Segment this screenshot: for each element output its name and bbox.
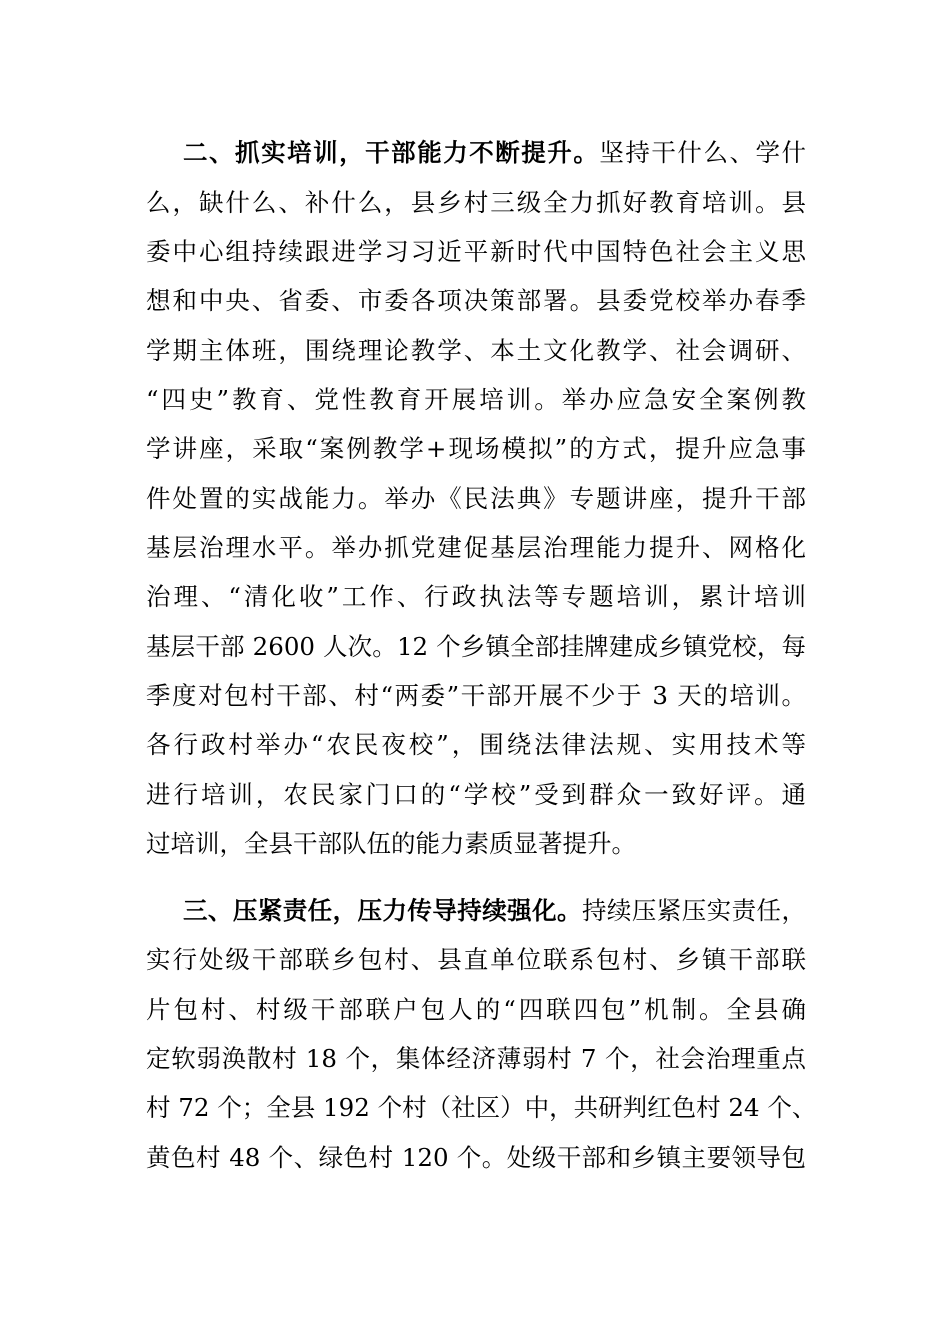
section2-line-10: 基层干部 2600 人次。12 个乡镇全部挂牌建成乡镇党校，每 (146, 632, 806, 661)
section2-line-3: 想和中央、省委、市委各项决策部署。县委党校举办春季 (146, 286, 806, 315)
section2-line-9: 治理、“清化收”工作、行政执法等专题培训，累计培训 (146, 582, 806, 611)
section2-line-8: 基层治理水平。举办抓党建促基层治理能力提升、网格化 (146, 533, 806, 562)
section3-line-0: 持续压紧压实责任， (582, 896, 806, 925)
section2-heading: 二、抓实培训，干部能力不断提升。 (183, 138, 600, 167)
section2-line-0: 坚持干什么、学什 (599, 138, 807, 167)
section2-line-13: 进行培训，农民家门口的“学校”受到群众一致好评。通 (146, 780, 806, 809)
section2-line-7: 件处置的实战能力。举办《民法典》专题讲座，提升干部 (146, 484, 806, 513)
section2-line-11: 季度对包村干部、村“两委”干部开展不少于 3 天的培训。 (146, 681, 806, 710)
section3-heading: 三、压紧责任，压力传导持续强化。 (183, 896, 582, 925)
section3-line-2: 片包村、村级干部联户包人的“四联四包”机制。全县确 (146, 995, 806, 1024)
section2-line-14: 过培训，全县干部队伍的能力素质显著提升。 (146, 829, 636, 858)
section3-line-1: 实行处级干部联乡包村、县直单位联系包村、乡镇干部联 (146, 945, 806, 974)
section2-line-12: 各行政村举办“农民夜校”，围绕法律法规、实用技术等 (146, 730, 806, 759)
section3-line-3: 定软弱涣散村 18 个，集体经济薄弱村 7 个，社会治理重点 (146, 1044, 806, 1073)
section2-line-5: “四史”教育、党性教育开展培训。举办应急安全案例教 (146, 385, 806, 414)
section3-line-4: 村 72 个；全县 192 个村（社区）中，共研判红色村 24 个、 (146, 1093, 817, 1122)
section2-line-6: 学讲座，采取“案例教学+现场模拟”的方式，提升应急事 (146, 434, 806, 463)
section3-first-line (183, 886, 806, 936)
section2-line-4: 学期主体班，围绕理论教学、本土文化教学、社会调研、 (146, 336, 806, 365)
section2-line-1: 么，缺什么、补什么，县乡村三级全力抓好教育培训。县 (146, 188, 806, 217)
section3-line-5: 黄色村 48 个、绿色村 120 个。处级干部和乡镇主要领导包 (146, 1143, 806, 1172)
section2-line-2: 委中心组持续跟进学习习近平新时代中国特色社会主义思 (146, 237, 806, 266)
section2-first-line (183, 128, 806, 178)
